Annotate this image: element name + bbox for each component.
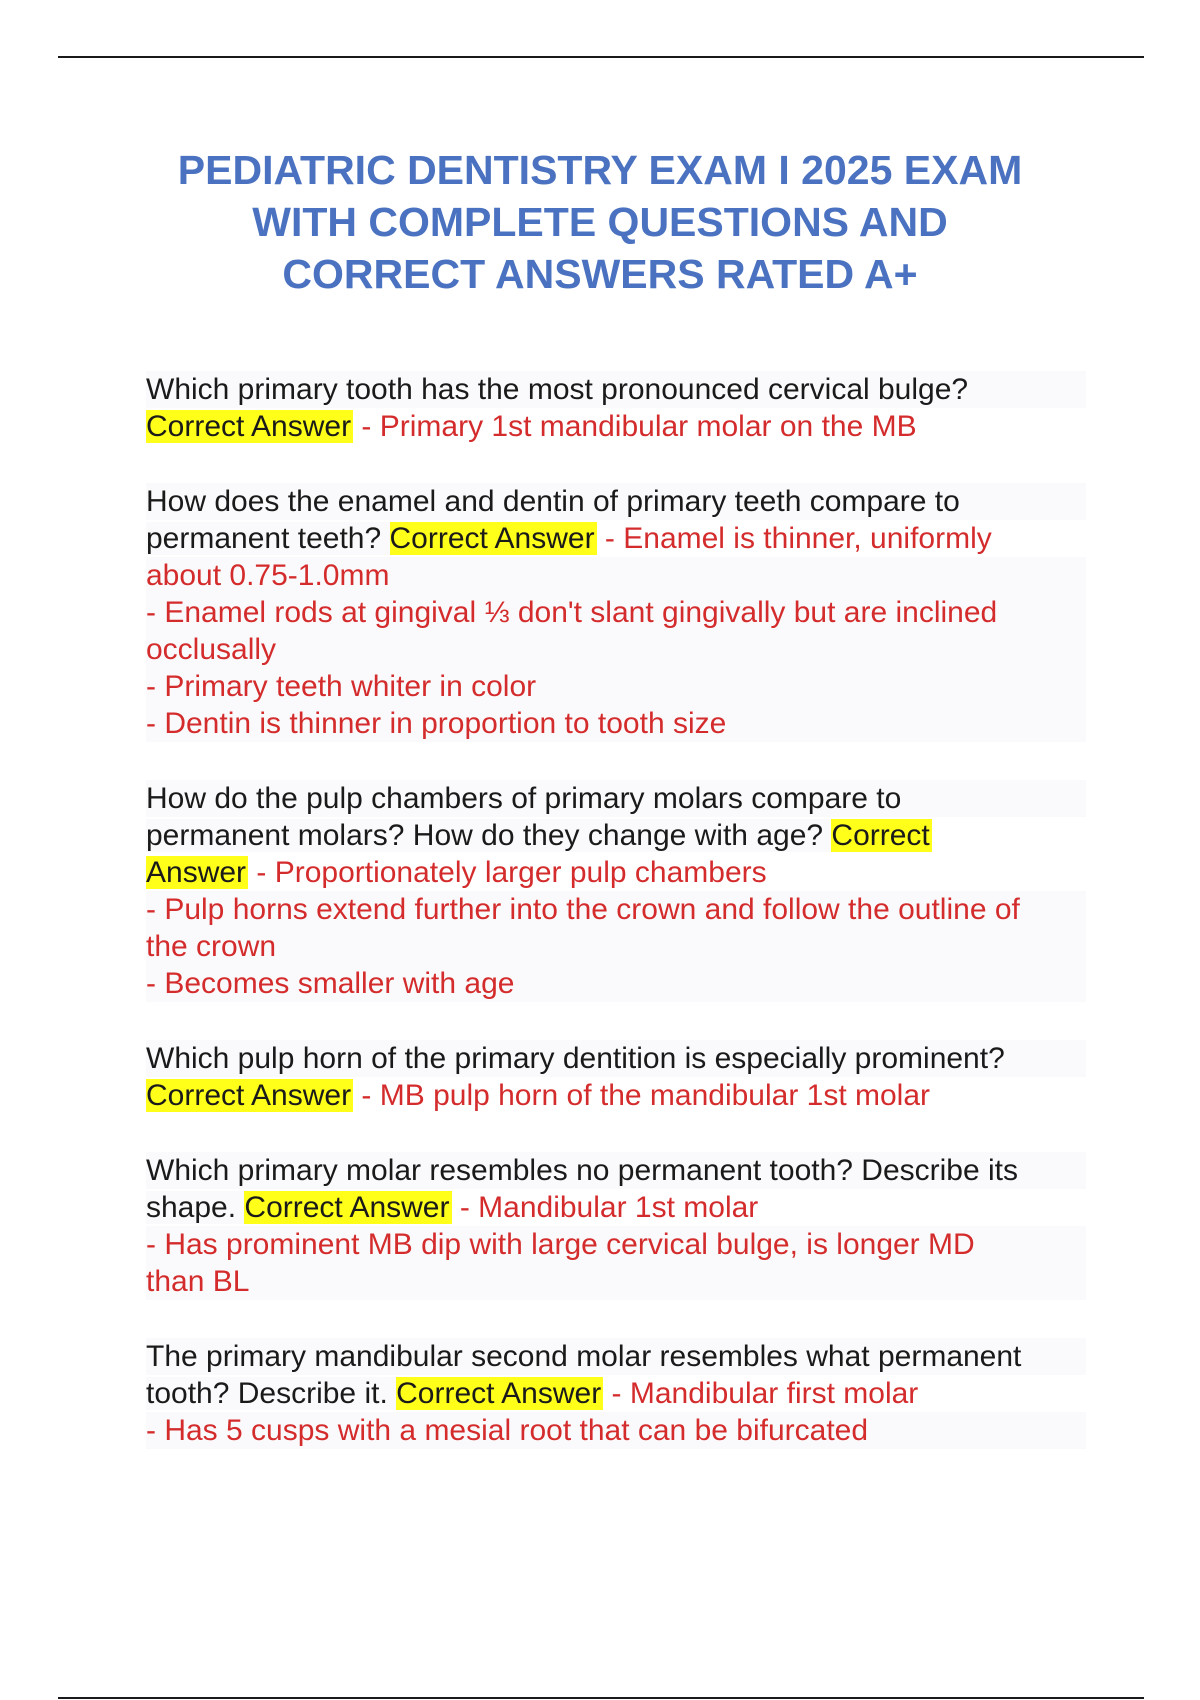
- question-text: shape.: [146, 1191, 245, 1224]
- answer-text: - Mandibular 1st molar: [451, 1191, 759, 1224]
- answer-detail: - Has 5 cusps with a mesial root that can be bifurcated: [146, 1412, 1086, 1449]
- document-title: [100, 144, 1100, 300]
- bottom-rule: [58, 1697, 1144, 1699]
- answer-detail: - Enamel rods at gingival ⅓ don't slant gingivally but are inclined: [146, 594, 1086, 631]
- answer-detail: - Pulp horns extend further into the crown and follow the outline of: [146, 891, 1086, 928]
- question-text: How do the pulp chambers of primary molars compare to: [146, 780, 1086, 817]
- answer-text: - Proportionately larger pulp chambers: [248, 856, 767, 889]
- question-text: permanent molars? How do they change with age?: [146, 819, 832, 852]
- answer-detail: the crown: [146, 928, 1086, 965]
- top-rule: [58, 56, 1144, 58]
- answer-detail: - Primary teeth whiter in color: [146, 668, 1086, 705]
- qa-item: [146, 780, 1086, 1002]
- title-line: PEDIATRIC DENTISTRY EXAM I 2025 EXAM: [177, 147, 1023, 193]
- answer-text: - Primary 1st mandibular molar on the MB: [353, 410, 917, 443]
- answer-text: - Mandibular first molar: [603, 1377, 919, 1410]
- answer-detail: - Becomes smaller with age: [146, 965, 1086, 1002]
- question-text: Which pulp horn of the primary dentition is especially prominent?: [146, 1040, 1086, 1077]
- answer-detail: - Has prominent MB dip with large cervical bulge, is longer MD: [146, 1226, 1086, 1263]
- answer-tag: Correct Answer: [389, 522, 595, 555]
- qa-list: [146, 371, 1086, 1487]
- answer-tag: Correct Answer: [396, 1377, 602, 1410]
- answer-tag: Answer: [146, 856, 247, 889]
- answer-tag: Correct Answer: [146, 410, 352, 443]
- question-text: Which primary molar resembles no permanent tooth? Describe its: [146, 1152, 1086, 1189]
- qa-item: [146, 1040, 1086, 1114]
- question-text: Which primary tooth has the most pronounced cervical bulge?: [146, 371, 1086, 408]
- answer-text: - MB pulp horn of the mandibular 1st molar: [353, 1079, 931, 1112]
- answer-tag: Correct: [831, 819, 930, 852]
- answer-detail: than BL: [146, 1263, 1086, 1300]
- title-line: WITH COMPLETE QUESTIONS AND: [252, 199, 948, 245]
- qa-item: [146, 371, 1086, 445]
- answer-detail: about 0.75-1.0mm: [146, 557, 1086, 594]
- answer-tag: Correct Answer: [146, 1079, 352, 1112]
- answer-tag: Correct Answer: [244, 1191, 450, 1224]
- question-text: The primary mandibular second molar resembles what permanent: [146, 1338, 1086, 1375]
- qa-item: [146, 483, 1086, 742]
- answer-detail: occlusally: [146, 631, 1086, 668]
- qa-item: [146, 1152, 1086, 1300]
- qa-item: [146, 1338, 1086, 1449]
- question-text: tooth? Describe it.: [146, 1377, 397, 1410]
- title-line: CORRECT ANSWERS RATED A+: [282, 251, 918, 297]
- answer-detail: - Dentin is thinner in proportion to tooth size: [146, 705, 1086, 742]
- question-text: How does the enamel and dentin of primary teeth compare to: [146, 483, 1086, 520]
- question-text: permanent teeth?: [146, 522, 390, 555]
- answer-text: - Enamel is thinner, uniformly: [596, 522, 992, 555]
